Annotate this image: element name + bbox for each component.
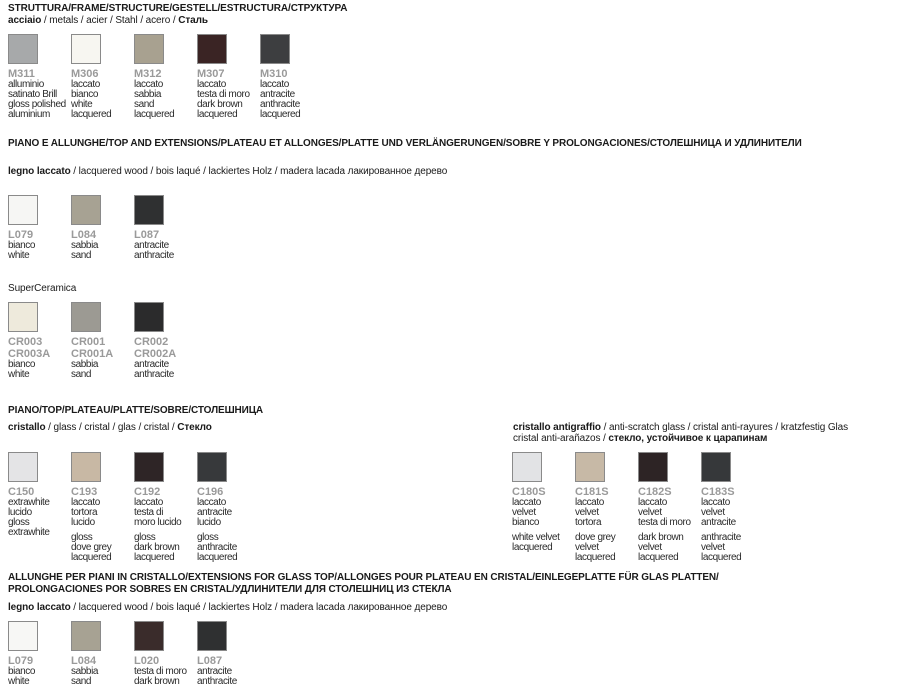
swatch-m310[interactable] xyxy=(260,34,326,120)
swatch-chip xyxy=(8,302,38,332)
swatch-code: CR001 xyxy=(71,336,106,348)
swatch-chip xyxy=(638,452,668,482)
swatch-chip xyxy=(134,34,164,64)
swatch-code: CR002 xyxy=(134,336,169,348)
swatch-chip xyxy=(575,452,605,482)
swatch-code-alt: CR001A xyxy=(71,348,114,360)
ext-glass-wood-label: legno laccato / lacquered wood / bois laqué / lackiertes Holz / madera lacada лакированное дерево xyxy=(8,602,448,613)
swatch-description: laccato velvet testa di moro dark brown velvet lacquered xyxy=(638,497,691,563)
swatch-cr001[interactable] xyxy=(71,302,137,380)
swatch-chip xyxy=(71,452,101,482)
swatch-description: laccato sabbia sand lacquered xyxy=(134,79,175,120)
swatch-chip xyxy=(71,302,101,332)
anti-scratch-label-line2: cristal anti-arañazos / стекло, устойчивое к царапинам xyxy=(513,433,768,444)
swatch-chip xyxy=(197,34,227,64)
swatch-chip xyxy=(197,621,227,651)
swatch-code: C150 xyxy=(8,486,35,498)
swatch-ext-l087[interactable] xyxy=(197,621,263,687)
swatch-c183s[interactable] xyxy=(701,452,767,563)
swatch-code: M307 xyxy=(197,68,225,80)
swatch-c150[interactable] xyxy=(8,452,74,538)
swatch-description: testa di moro dark brown xyxy=(134,666,187,687)
swatch-cr002[interactable] xyxy=(134,302,200,380)
swatch-description: laccato velvet bianco white velvet lacquered xyxy=(512,497,560,553)
swatch-ext-l084[interactable] xyxy=(71,621,137,687)
swatch-description: laccato velvet antracite anthracite velvet lacquered xyxy=(701,497,742,563)
swatch-code: L087 xyxy=(134,229,160,241)
swatch-code: L020 xyxy=(134,655,160,667)
swatch-description: bianco white xyxy=(8,359,36,380)
swatch-chip xyxy=(512,452,542,482)
swatch-code: C183S xyxy=(701,486,735,498)
swatch-chip xyxy=(71,195,101,225)
swatch-description: antracite anthracite xyxy=(134,359,174,380)
swatch-c182s[interactable] xyxy=(638,452,704,563)
ext-glass-heading-line2: PROLONGACIONES POR SOBRES EN CRISTAL/УДЛИНИТЕЛИ ДЛЯ СТОЛЕШНИЦ ИЗ СТЕКЛА xyxy=(8,584,452,595)
swatch-chip xyxy=(197,452,227,482)
swatch-code: L084 xyxy=(71,655,97,667)
swatch-description: sabbia sand xyxy=(71,359,99,380)
swatch-description: extrawhite lucido gloss extrawhite xyxy=(8,497,50,538)
swatch-chip xyxy=(8,34,38,64)
swatch-description: laccato testa di moro dark brown lacquered xyxy=(197,79,250,120)
swatch-description: laccato antracite anthracite lacquered xyxy=(260,79,301,120)
swatch-chip xyxy=(701,452,731,482)
swatch-l084[interactable] xyxy=(71,195,137,261)
frame-material-label: acciaio / metals / acier / Stahl / acero / Сталь xyxy=(8,15,208,26)
swatch-description: laccato velvet tortora dove grey velvet lacquered xyxy=(575,497,616,563)
swatch-chip xyxy=(134,621,164,651)
swatch-c193[interactable] xyxy=(71,452,137,563)
swatch-chip xyxy=(260,34,290,64)
swatch-description: bianco white xyxy=(8,240,36,261)
swatch-c181s[interactable] xyxy=(575,452,641,563)
swatch-description: laccato antracite lucido gloss anthracite lacquered xyxy=(197,497,238,563)
swatch-code: M306 xyxy=(71,68,99,80)
swatch-c192[interactable] xyxy=(134,452,200,563)
swatch-code-alt: CR003A xyxy=(8,348,51,360)
swatch-code: M311 xyxy=(8,68,35,80)
swatch-chip xyxy=(8,621,38,651)
swatch-description: laccato testa di moro lucido gloss dark brown lacquered xyxy=(134,497,182,563)
swatch-chip xyxy=(71,34,101,64)
swatch-m307[interactable] xyxy=(197,34,263,120)
top-ext-heading: PIANO E ALLUNGHE/TOP AND EXTENSIONS/PLATEAU ET ALLONGES/PLATTE UND VERLÄNGERUNGEN/SOBRE Y PROLONGACIONES/СТОЛЕШНИЦА И УДЛИНИТЕЛИ xyxy=(8,138,802,149)
ext-glass-heading: ALLUNGHE PER PIANI IN CRISTALLO/EXTENSIONS FOR GLASS TOP/ALLONGES POUR PLATEAU EN CRISTAL/EINLEGEPLATTE FÜR GLAS PLATTEN/ xyxy=(8,572,719,583)
supercermica-label: SuperCeramica xyxy=(8,283,77,294)
swatch-ext-l020[interactable] xyxy=(134,621,200,687)
swatch-ext-l079[interactable] xyxy=(8,621,74,687)
swatch-c196[interactable] xyxy=(197,452,263,563)
swatch-code: C193 xyxy=(71,486,98,498)
swatch-code: L079 xyxy=(8,655,34,667)
swatch-m312[interactable] xyxy=(134,34,200,120)
frame-heading: STRUTTURA/FRAME/STRUCTURE/GESTELL/ESTRUCTURA/СТРУКТУРА xyxy=(8,3,348,14)
swatch-code: C192 xyxy=(134,486,161,498)
swatch-chip xyxy=(71,621,101,651)
swatch-l087[interactable] xyxy=(134,195,200,261)
swatch-description: bianco white xyxy=(8,666,36,687)
swatch-description: laccato bianco white lacquered xyxy=(71,79,112,120)
swatch-code: C182S xyxy=(638,486,672,498)
swatch-chip xyxy=(8,195,38,225)
anti-scratch-label: cristallo antigraffio / anti-scratch glass / cristal anti-rayures / kratzfestig Glas xyxy=(513,422,849,433)
swatch-description: alluminio satinato Brill gloss polished aluminium xyxy=(8,79,66,120)
swatch-m311[interactable] xyxy=(8,34,74,120)
swatch-l079[interactable] xyxy=(8,195,74,261)
swatch-description: antracite anthracite xyxy=(197,666,237,687)
swatch-code-alt: CR002A xyxy=(134,348,177,360)
swatch-description: laccato tortora lucido gloss dove grey lacquered xyxy=(71,497,112,563)
swatch-m306[interactable] xyxy=(71,34,137,120)
swatch-description: sabbia sand xyxy=(71,666,99,687)
swatch-description: antracite anthracite xyxy=(134,240,174,261)
swatch-cr003[interactable] xyxy=(8,302,74,380)
swatch-code: L084 xyxy=(71,229,97,241)
top-heading: PIANO/TOP/PLATEAU/PLATTE/SOBRE/СТОЛЕШНИЦА xyxy=(8,405,264,416)
swatch-code: C180S xyxy=(512,486,546,498)
glass-label: cristallo / glass / cristal / glas / cristal / Стекло xyxy=(8,422,212,433)
swatch-chip xyxy=(134,195,164,225)
swatch-chip xyxy=(8,452,38,482)
swatch-code: M310 xyxy=(260,68,288,80)
swatch-c180s[interactable] xyxy=(512,452,578,553)
swatch-code: C196 xyxy=(197,486,224,498)
swatch-code: C181S xyxy=(575,486,609,498)
top-ext-wood-label: legno laccato / lacquered wood / bois laqué / lackiertes Holz / madera lacada лакированное дерево xyxy=(8,166,448,177)
swatch-code: L079 xyxy=(8,229,34,241)
swatch-code: L087 xyxy=(197,655,223,667)
swatch-chip xyxy=(134,302,164,332)
swatch-code: CR003 xyxy=(8,336,43,348)
swatch-description: sabbia sand xyxy=(71,240,99,261)
swatch-chip xyxy=(134,452,164,482)
swatch-code: M312 xyxy=(134,68,162,80)
